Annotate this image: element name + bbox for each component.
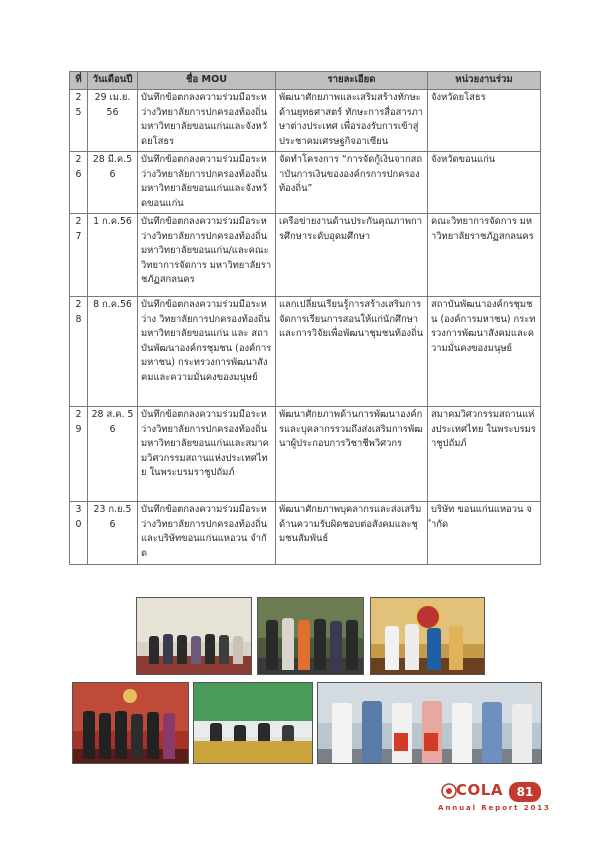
- header-date: วันเดือนปี: [88, 72, 138, 90]
- mou-signing-photo: [370, 597, 485, 675]
- annual-report-label: Annual Report 2013: [438, 804, 551, 812]
- row-mou-name: บันทึกข้อตกลงความร่วมมือระหว่างวิทยาลัยการปกครองท้องถิ่น มหาวิทยาลัยขอนแก่นและจังหวัดยโสธร: [138, 90, 276, 152]
- row-no: 25: [70, 90, 88, 152]
- mou-table: [69, 71, 541, 565]
- row-no: 27: [70, 214, 88, 297]
- mou-signing-photo: [136, 597, 252, 675]
- row-partner: จังหวัดขอนแก่น: [428, 152, 541, 214]
- row-mou-name: บันทึกข้อตกลงความร่วมมือระหว่างวิทยาลัยการปกครองท้องถิ่น และบริษัทขอนแก่นแหอวน จำกัด: [138, 502, 276, 565]
- cola-emblem-icon: [441, 783, 457, 799]
- row-no: 28: [70, 297, 88, 407]
- row-date: 28 ส.ค. 56: [88, 407, 138, 502]
- table-row: [70, 297, 541, 407]
- row-no: 30: [70, 502, 88, 565]
- header-mou-name: ชื่อ MOU: [138, 72, 276, 90]
- row-detail: พัฒนาศักยภาพบุคลากรและส่งเสริมด้านความรับผิดชอบต่อสังคมและชุมชนสัมพันธ์: [276, 502, 428, 565]
- row-date: 1 ก.ค.56: [88, 214, 138, 297]
- table-row: [70, 214, 541, 297]
- row-detail: พัฒนาศักยภาพและเสริมสร้างทักษะด้านยุทธศาสตร์ ทักษะการสื่อสารภาษาต่างประเทศ เพื่อรองรับการเข้าสู่ประชาคมเศรษฐกิจอาเซียน: [276, 90, 428, 152]
- row-detail: พัฒนาศักยภาพด้านการพัฒนาองค์กรและบุคลากรรวมถึงส่งเสริมการพัฒนาผู้ประกอบการวิชาชีพวิศวกร: [276, 407, 428, 502]
- brand-wordmark: COLA: [456, 781, 503, 799]
- table-row: [70, 407, 541, 502]
- mou-signing-photo: [193, 682, 313, 764]
- page-number: 81: [509, 782, 541, 802]
- mou-signing-photo: [317, 682, 542, 764]
- row-no: 29: [70, 407, 88, 502]
- row-date: 23 ก.ย.56: [88, 502, 138, 565]
- table-row: [70, 152, 541, 214]
- header-no: ที่: [70, 72, 88, 90]
- table-row: [70, 502, 541, 565]
- table-header-row: [70, 72, 541, 90]
- row-detail: แลกเปลี่ยนเรียนรู้การสร้างเสริมการจัดการเรียนการสอนให้แก่นักศึกษา และการวิจัยเพื่อพัฒนาชุมชนท้องถิ่น: [276, 297, 428, 407]
- header-partner: หน่วยงานร่วม: [428, 72, 541, 90]
- row-detail: เครือข่ายงานด้านประกันคุณภาพการศึกษาระดับอุดมศึกษา: [276, 214, 428, 297]
- header-detail: รายละเอียด: [276, 72, 428, 90]
- row-mou-name: บันทึกข้อตกลงความร่วมมือระหว่างวิทยาลัยการปกครองท้องถิ่น มหาวิทยาลัยขอนแก่นและสมาคมวิศวกรรมสถานแห่งประเทศไทย ในพระบรมราชูปถัมภ์: [138, 407, 276, 502]
- row-mou-name: บันทึกข้อตกลงความร่วมมือระหว่างวิทยาลัยการปกครองท้องถิ่น มหาวิทยาลัยขอนแก่นและจังหวัดขอนแก่น: [138, 152, 276, 214]
- row-date: 28 มี.ค.56: [88, 152, 138, 214]
- row-detail: จัดทำโครงการ “การจัดกู้เงินจากสถาบันการเงินขององค์กรการปกครองท้องถิ่น”: [276, 152, 428, 214]
- row-date: 29 เม.ย. 56: [88, 90, 138, 152]
- mou-signing-photo: [72, 682, 189, 764]
- table-row: [70, 90, 541, 152]
- row-mou-name: บันทึกข้อตกลงความร่วมมือระหว่างวิทยาลัยการปกครองท้องถิ่น มหาวิทยาลัยขอนแก่น/และคณะวิทยาการจัดการ มหาวิทยาลัยราชภัฏสกลนคร: [138, 214, 276, 297]
- row-date: 8 ก.ค.56: [88, 297, 138, 407]
- row-no: 26: [70, 152, 88, 214]
- row-partner: คณะวิทยาการจัดการ มหาวิทยาลัยราชภัฏสกลนคร: [428, 214, 541, 297]
- row-partner: สมาคมวิศวกรรมสถานแห่งประเทศไทย ในพระบรมราชูปถัมภ์: [428, 407, 541, 502]
- row-mou-name: บันทึกข้อตกลงความร่วมมือระหว่าง วิทยาลัยการปกครองท้องถิ่น มหาวิทยาลัยขอนแก่น และ สถาบันพัฒนาองค์กรชุมชน (องค์การมหาชน) กระทรวงการพัฒนาสังคมและความมั่นคงของมนุษย์: [138, 297, 276, 407]
- row-partner: จังหวัดยโสธร: [428, 90, 541, 152]
- row-partner: สถาบันพัฒนาองค์กรชุมชน (องค์การมหาชน) กระทรวงการพัฒนาสังคมและความมั่นคงของมนุษย์: [428, 297, 541, 407]
- mou-signing-photo: [257, 597, 364, 675]
- row-partner: บริษัท ขอนแก่นแหอวน จำกัด: [428, 502, 541, 565]
